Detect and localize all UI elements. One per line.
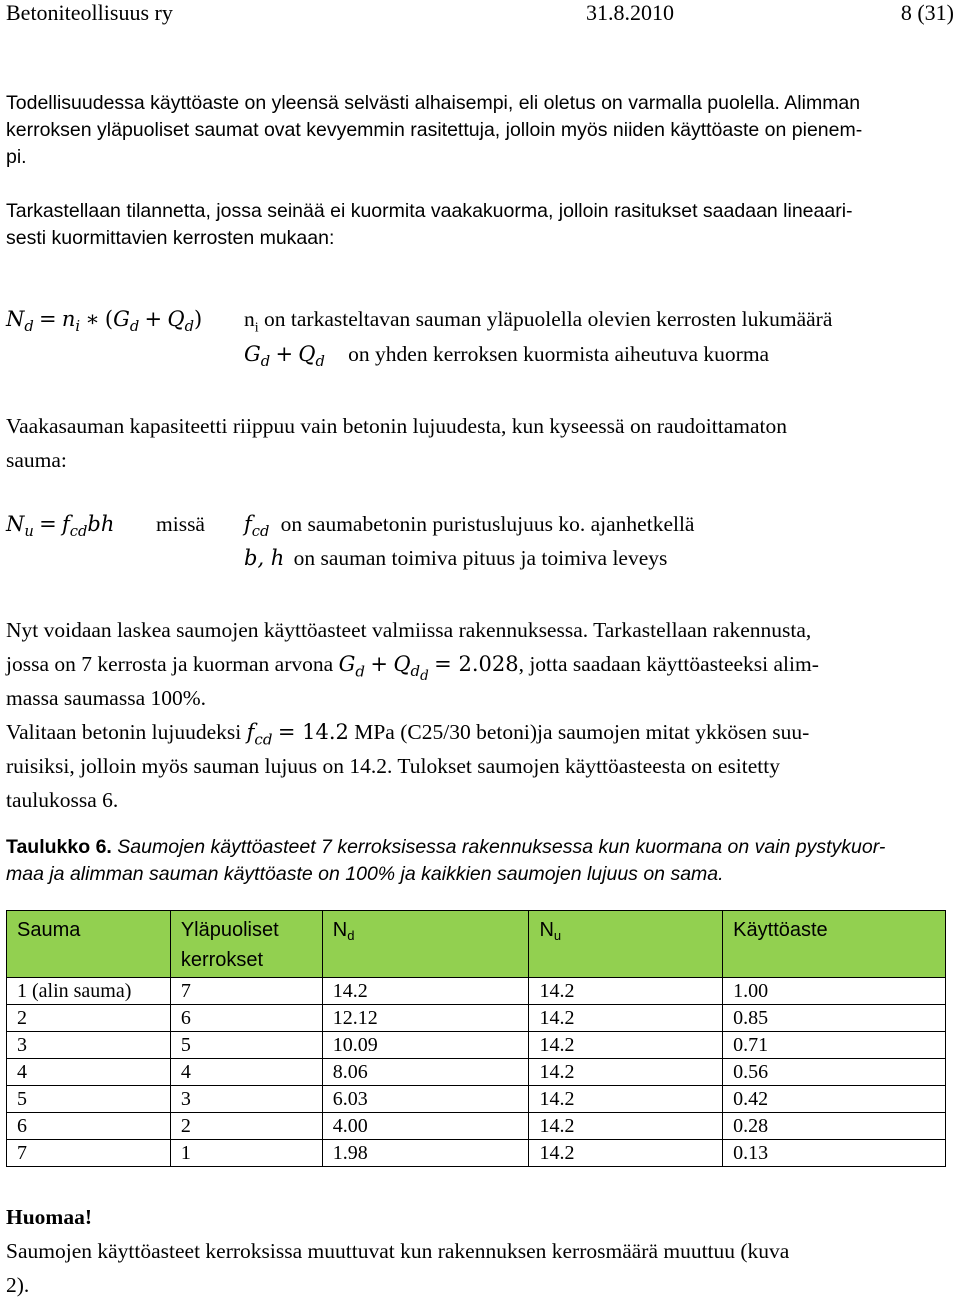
formula-nu-where: missä xyxy=(156,512,205,536)
cell-ylapuoliset: 6 xyxy=(170,1005,322,1032)
header-page-number: 8 (31) xyxy=(900,0,954,25)
text-line: ruisiksi, jolloin myös sauman lujuus on 14.2. Tulokset saumojen käyttöasteesta on esitetty xyxy=(6,754,780,778)
cell-kayttoaste: 1.00 xyxy=(723,978,946,1005)
header-nu: $N_u$ xyxy=(529,911,723,978)
formula-nu-definition-fcd: $f_{cd}$ on saumabetonin puristuslujuus ko. ajanhetkellä xyxy=(244,512,695,541)
header-kayttoaste: Käyttöaste xyxy=(723,911,946,978)
formula-nd-definition-ni: $n_i$ on tarkasteltavan sauman yläpuolella olevien kerrosten lukumäärä xyxy=(244,307,833,336)
cell-nd: 8.06 xyxy=(322,1059,529,1086)
text-line: Saumojen käyttöasteet kerroksissa muuttuvat kun rakennuksen kerrosmäärä muuttuu (kuva xyxy=(6,1239,790,1263)
formula-nd-definition-gq: $G_d + Q_d$ on yhden kerroksen kuormista aiheutuva kuorma xyxy=(244,342,770,371)
cell-nu: 14.2 xyxy=(529,1140,723,1167)
cell-kayttoaste: 0.42 xyxy=(723,1086,946,1113)
text-line: taulukossa 6. xyxy=(6,788,119,812)
caption-label: Taulukko 6. xyxy=(6,836,112,858)
text-line: sauma: xyxy=(6,448,67,472)
header-org: Betoniteollisuus ry xyxy=(6,0,173,25)
cell-ylapuoliset: 7 xyxy=(170,978,322,1005)
cell-nu: 14.2 xyxy=(529,1113,723,1140)
table-row xyxy=(7,1140,946,1167)
utilization-table xyxy=(6,910,946,1167)
table-row xyxy=(7,1113,946,1140)
paragraph-calculation xyxy=(6,613,951,817)
header-sauma: Sauma xyxy=(7,911,171,978)
cell-ylapuoliset: 2 xyxy=(170,1113,322,1140)
cell-sauma: 1 (alin sauma) xyxy=(7,978,171,1005)
header-date: 31.8.2010 xyxy=(586,0,674,25)
cell-nu: 14.2 xyxy=(529,1086,723,1113)
cell-nd: 12.12 xyxy=(322,1005,529,1032)
cell-nu: 14.2 xyxy=(529,1059,723,1086)
text-line: Todellisuudessa käyttöaste on yleensä selvästi alhaisempi, eli oletus on varmalla puolella. Alimman xyxy=(6,92,861,114)
cell-kayttoaste: 0.71 xyxy=(723,1032,946,1059)
table-caption xyxy=(6,834,946,888)
page-header xyxy=(6,0,954,26)
formula-nu: $N_u = f_{cd}bh$ xyxy=(6,512,115,541)
cell-ylapuoliset: 1 xyxy=(170,1140,322,1167)
text-line: Nyt voidaan laskea saumojen käyttöasteet valmiissa rakennuksessa. Tarkastellaan rakennusta, xyxy=(6,618,812,642)
cell-kayttoaste: 0.13 xyxy=(723,1140,946,1167)
text-line: jossa on 7 kerrosta ja kuorman arvona $G_d + Q_{d_d} = 2.028$, jotta saadaan käyttöasteeksi alim- xyxy=(6,652,819,685)
cell-nu: 14.2 xyxy=(529,1032,723,1059)
note-title: Huomaa! xyxy=(6,1205,92,1229)
cell-sauma: 5 xyxy=(7,1086,171,1113)
header-nd: $N_d$ xyxy=(322,911,529,978)
text-line: kerroksen yläpuoliset saumat ovat kevyemmin rasitettuja, jolloin myös niiden käyttöaste on pienem- xyxy=(6,119,863,141)
cell-sauma: 7 xyxy=(7,1140,171,1167)
table-row xyxy=(7,978,946,1005)
cell-nd: 10.09 xyxy=(322,1032,529,1059)
cell-kayttoaste: 0.56 xyxy=(723,1059,946,1086)
cell-sauma: 2 xyxy=(7,1005,171,1032)
cell-nd: 1.98 xyxy=(322,1140,529,1167)
formula-nd: $N_d = n_i$ ∗ $(G_d + Q_d)$ xyxy=(6,307,203,336)
text-line: Vaakasauman kapasiteetti riippuu vain betonin lujuudesta, kun kyseessä on raudoittamaton xyxy=(6,414,787,438)
cell-kayttoaste: 0.85 xyxy=(723,1005,946,1032)
cell-sauma: 4 xyxy=(7,1059,171,1086)
table-row xyxy=(7,1086,946,1113)
text-line: sesti kuormittavien kerrosten mukaan: xyxy=(6,227,335,249)
text-line: Valitaan betonin lujuudeksi $f_{cd} = 14.2$ MPa (C25/30 betoni)ja saumojen mitat ykkösen suu- xyxy=(6,720,810,749)
caption-text: Saumojen käyttöasteet 7 kerroksisessa rakennuksessa kun kuormana on vain pystykuor- xyxy=(111,836,886,858)
cell-sauma: 6 xyxy=(7,1113,171,1140)
cell-ylapuoliset: 4 xyxy=(170,1059,322,1086)
cell-nu: 14.2 xyxy=(529,1005,723,1032)
table-row xyxy=(7,1032,946,1059)
text-line: pi. xyxy=(6,146,27,168)
header-ylapuoliset-kerrokset: Yläpuoliset kerrokset xyxy=(170,911,322,978)
formula-nu-definition-bh: b, h on sauman toimiva pituus ja toimiva leveys xyxy=(244,546,668,570)
caption-text: maa ja alimman sauman käyttöaste on 100% ja kaikkien saumojen lujuus on sama. xyxy=(6,863,724,885)
text-line: Tarkastellaan tilannetta, jossa seinää ei kuormita vaakakuorma, jolloin rasitukset saadaan lineaari- xyxy=(6,200,853,222)
note-block xyxy=(6,1200,951,1302)
table-header-row xyxy=(7,911,946,978)
cell-ylapuoliset: 3 xyxy=(170,1086,322,1113)
table-row xyxy=(7,1005,946,1032)
cell-nd: 14.2 xyxy=(322,978,529,1005)
paragraph-joint-capacity xyxy=(6,409,951,477)
cell-ylapuoliset: 5 xyxy=(170,1032,322,1059)
cell-nu: 14.2 xyxy=(529,978,723,1005)
paragraph-load-case xyxy=(6,198,946,252)
cell-kayttoaste: 0.28 xyxy=(723,1113,946,1140)
text-line: massa saumassa 100%. xyxy=(6,686,207,710)
paragraph-utilization-intro xyxy=(6,90,946,171)
text-line: 2). xyxy=(6,1273,30,1297)
cell-nd: 6.03 xyxy=(322,1086,529,1113)
cell-sauma: 3 xyxy=(7,1032,171,1059)
cell-nd: 4.00 xyxy=(322,1113,529,1140)
table-row xyxy=(7,1059,946,1086)
